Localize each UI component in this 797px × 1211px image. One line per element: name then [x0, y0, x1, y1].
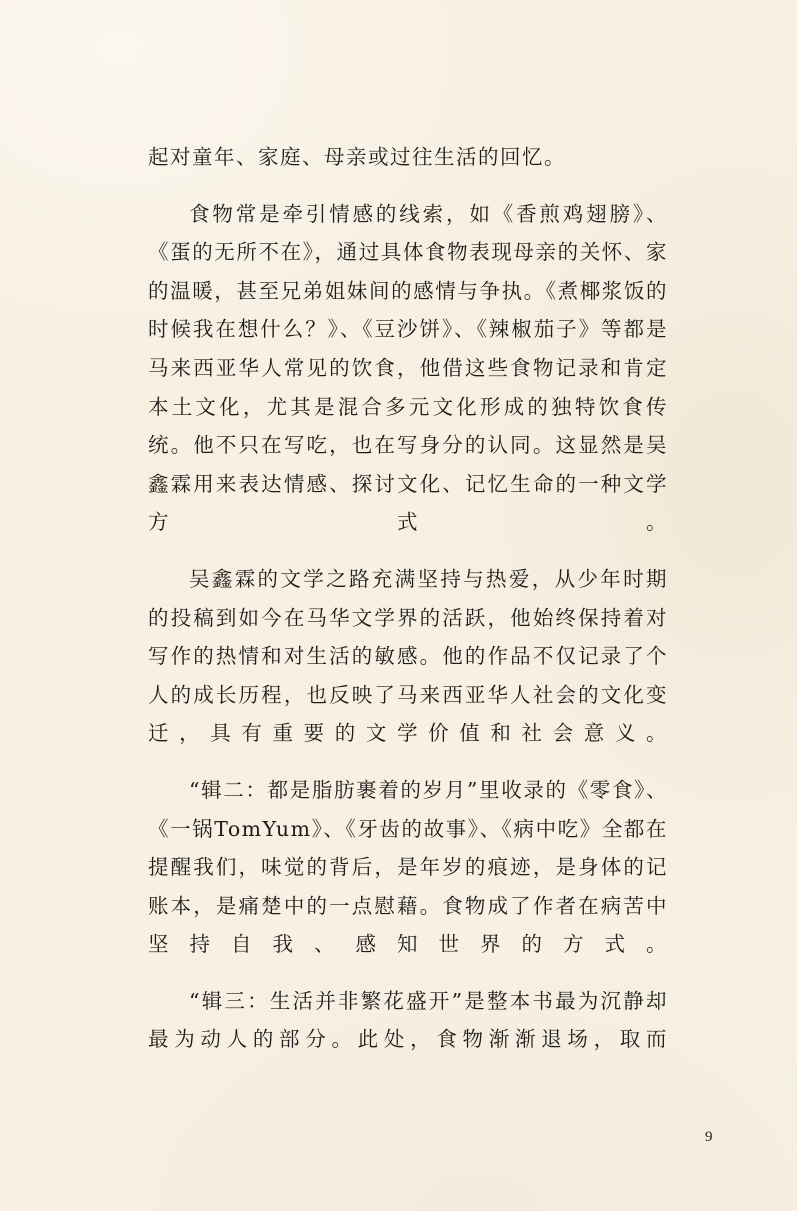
paragraph-literary-path: 吴鑫霖的文学之路充满坚持与热爱，从少年时期的投稿到如今在马华文学界的活跃，他始终保持着对写作的热情和对生活的敏感。他的作品不仅记录了个人的成长历程，也反映了马来西亚华人社会的文化变迁，具有重要的文学价值和社会意义。: [148, 566, 668, 746]
paragraph-continued: 起对童年、家庭、母亲或过往生活的回忆。: [148, 145, 566, 169]
paragraph-section-three: “辑三：生活并非繁花盛开”是整本书最为沉静却最为动人的部分。此处，食物渐渐退场，取而: [148, 988, 668, 1052]
paragraph-food-emotion: 食物常是牵引情感的线索，如《香煎鸡翅膀》、《蛋的无所不在》，通过具体食物表现母亲的关怀、家的温暖，甚至兄弟姐妹间的感情与争执。《煮椰浆饭的时候我在想什么？》、《豆沙饼》、《辣椒茄子》等都是马来西亚华人常见的饮食，他借这些食物记录和肯定本土文化，尤其是混合多元文化形成的独特饮食传统。他不只在写吃，也在写身分的认同。这显然是吴鑫霖用来表达情感、探讨文化、记忆生命的一种文学方式。: [148, 201, 668, 535]
body-text: [148, 138, 668, 1077]
page-number: 9: [705, 1129, 713, 1145]
paragraph-section-two: “辑二：都是脂肪裹着的岁月”里收录的《零食》、《一锅TomYum》、《牙齿的故事》、《病中吃》全都在提醒我们，味觉的背后，是年岁的痕迹，是身体的记账本，是痛楚中的一点慰藉。食物成了作者在病苦中坚持自我、感知世界的方式。: [148, 777, 668, 957]
